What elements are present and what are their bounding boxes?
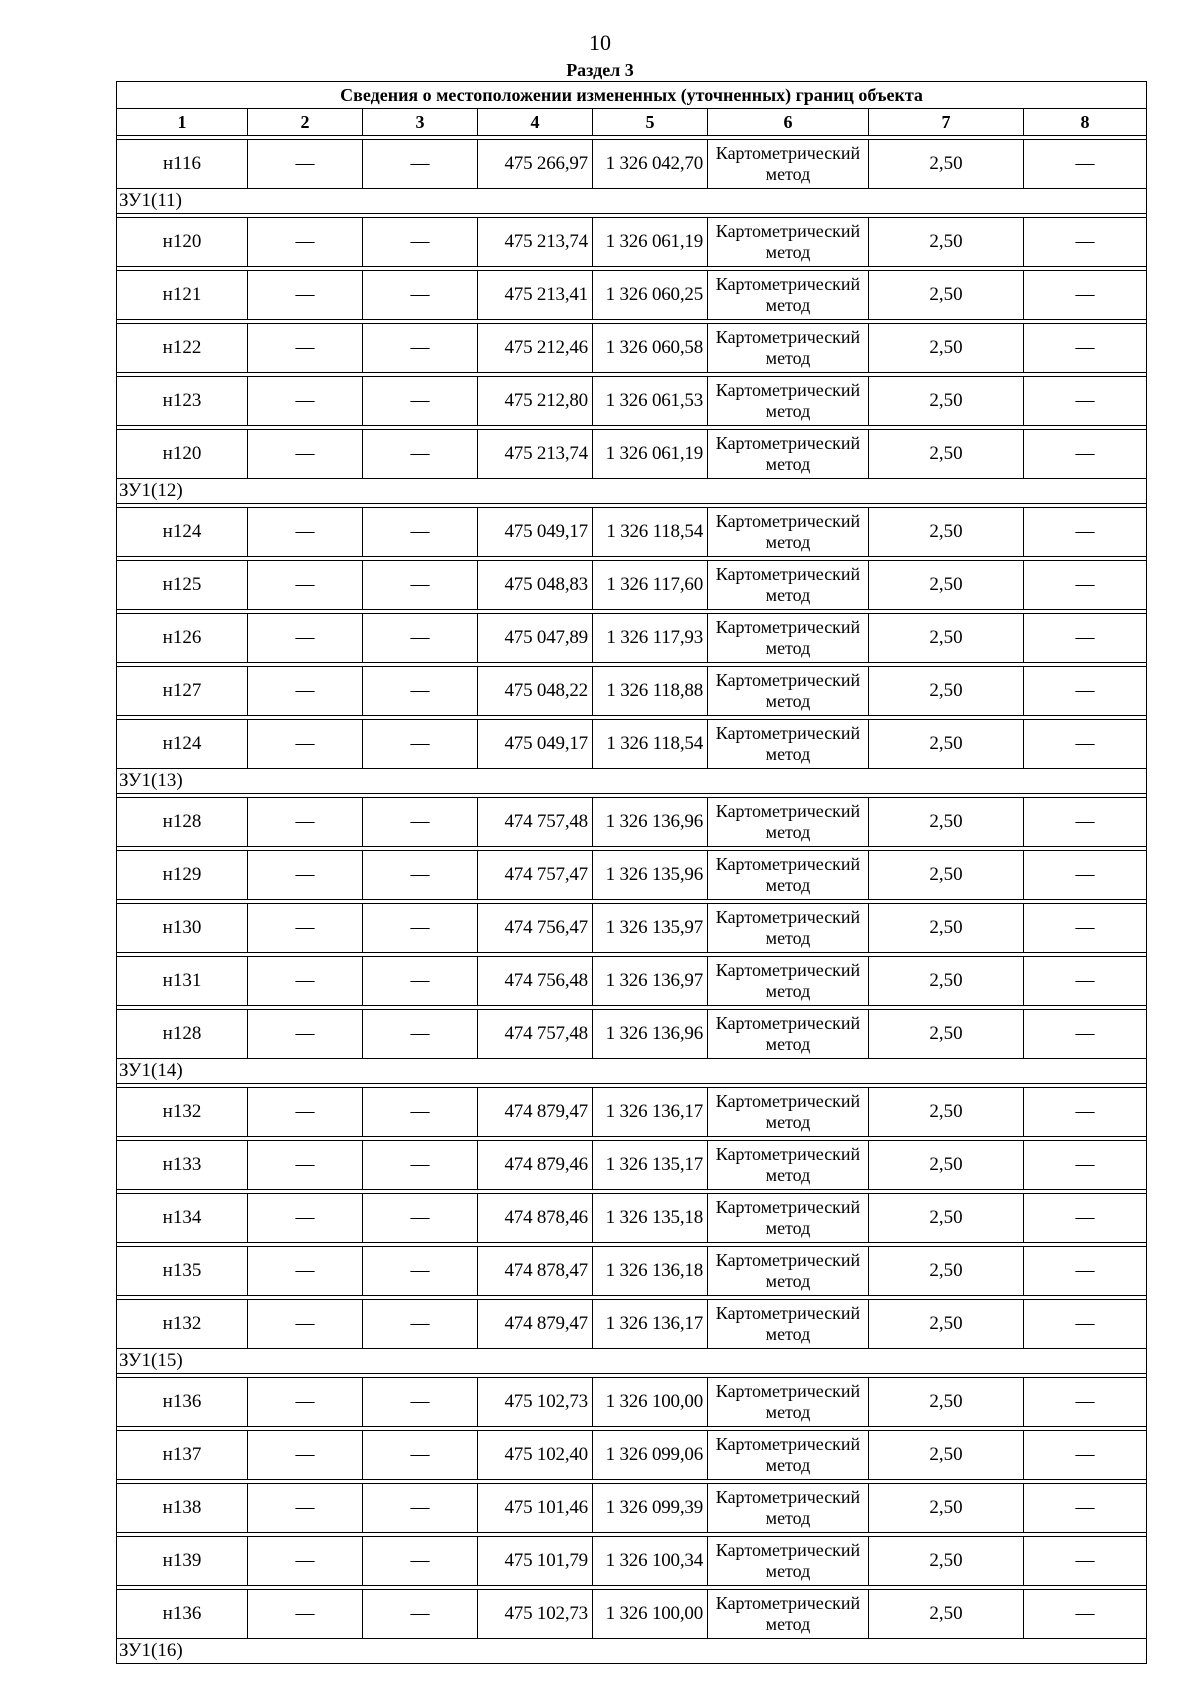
precision: 2,50 [869, 1431, 1024, 1480]
point-name: н130 [117, 904, 248, 953]
point-name: н131 [117, 957, 248, 1006]
table-title-row [117, 82, 1147, 109]
precision: 2,50 [869, 614, 1024, 663]
coord-y: 1 326 118,54 [593, 508, 708, 557]
coord-x: 474 879,47 [478, 1300, 593, 1349]
empty-dash: — [1024, 904, 1147, 953]
empty-dash: — [1024, 614, 1147, 663]
empty-dash: — [248, 1484, 363, 1533]
group-header-row [117, 1349, 1147, 1374]
method: Картометрический метод [708, 430, 869, 479]
precision: 2,50 [869, 720, 1024, 769]
table-row [117, 1010, 1147, 1059]
table-title: Сведения о местоположении измененных (уточненных) границ объекта [117, 82, 1147, 109]
coord-y: 1 326 100,00 [593, 1590, 708, 1639]
point-name: н124 [117, 508, 248, 557]
coord-y: 1 326 117,93 [593, 614, 708, 663]
table-row [117, 1537, 1147, 1586]
coord-x: 474 757,47 [478, 851, 593, 900]
table-body [117, 82, 1147, 1664]
precision: 2,50 [869, 271, 1024, 320]
empty-dash: — [363, 1300, 478, 1349]
point-name: н120 [117, 430, 248, 479]
table-row [117, 561, 1147, 610]
column-number: 1 [117, 109, 248, 136]
empty-dash: — [1024, 1247, 1147, 1296]
empty-dash: — [248, 508, 363, 557]
empty-dash: — [363, 1537, 478, 1586]
empty-dash: — [1024, 324, 1147, 373]
empty-dash: — [363, 1088, 478, 1137]
empty-dash: — [363, 324, 478, 373]
column-number: 4 [478, 109, 593, 136]
table-row [117, 1590, 1147, 1639]
empty-dash: — [1024, 1141, 1147, 1190]
precision: 2,50 [869, 1300, 1024, 1349]
coord-y: 1 326 135,17 [593, 1141, 708, 1190]
empty-dash: — [363, 904, 478, 953]
empty-dash: — [248, 1010, 363, 1059]
precision: 2,50 [869, 1141, 1024, 1190]
precision: 2,50 [869, 1590, 1024, 1639]
table-row [117, 904, 1147, 953]
coord-y: 1 326 136,96 [593, 798, 708, 847]
precision: 2,50 [869, 1010, 1024, 1059]
coord-x: 475 266,97 [478, 140, 593, 189]
coord-y: 1 326 135,97 [593, 904, 708, 953]
empty-dash: — [363, 1247, 478, 1296]
empty-dash: — [363, 1141, 478, 1190]
group-header-row [117, 189, 1147, 214]
empty-dash: — [1024, 1088, 1147, 1137]
empty-dash: — [1024, 1378, 1147, 1427]
precision: 2,50 [869, 140, 1024, 189]
method: Картометрический метод [708, 218, 869, 267]
table-row [117, 1194, 1147, 1243]
point-name: н116 [117, 140, 248, 189]
coord-x: 474 756,48 [478, 957, 593, 1006]
coord-y: 1 326 042,70 [593, 140, 708, 189]
method: Картометрический метод [708, 904, 869, 953]
coord-y: 1 326 136,18 [593, 1247, 708, 1296]
point-name: н126 [117, 614, 248, 663]
empty-dash: — [363, 1484, 478, 1533]
table-row [117, 851, 1147, 900]
point-name: н121 [117, 271, 248, 320]
group-header-row [117, 479, 1147, 504]
empty-dash: — [248, 377, 363, 426]
empty-dash: — [248, 1141, 363, 1190]
empty-dash: — [248, 1431, 363, 1480]
method: Картометрический метод [708, 1010, 869, 1059]
coord-y: 1 326 118,54 [593, 720, 708, 769]
table-row [117, 430, 1147, 479]
empty-dash: — [363, 851, 478, 900]
point-name: н138 [117, 1484, 248, 1533]
coord-y: 1 326 136,17 [593, 1300, 708, 1349]
coord-x: 475 102,73 [478, 1378, 593, 1427]
point-name: н132 [117, 1088, 248, 1137]
table-row [117, 1378, 1147, 1427]
column-number: 8 [1024, 109, 1147, 136]
empty-dash: — [1024, 667, 1147, 716]
point-name: н132 [117, 1300, 248, 1349]
method: Картометрический метод [708, 614, 869, 663]
empty-dash: — [1024, 218, 1147, 267]
coord-y: 1 326 135,18 [593, 1194, 708, 1243]
coord-y: 1 326 100,00 [593, 1378, 708, 1427]
empty-dash: — [248, 851, 363, 900]
point-name: н139 [117, 1537, 248, 1586]
method: Картометрический метод [708, 271, 869, 320]
coord-x: 475 101,46 [478, 1484, 593, 1533]
table-row [117, 1247, 1147, 1296]
method: Картометрический метод [708, 377, 869, 426]
group-label: ЗУ1(15) [117, 1349, 1147, 1374]
method: Картометрический метод [708, 1484, 869, 1533]
empty-dash: — [363, 720, 478, 769]
coord-x: 475 213,41 [478, 271, 593, 320]
page-number: 10 [589, 30, 611, 55]
empty-dash: — [248, 720, 363, 769]
table-row [117, 508, 1147, 557]
table-row [117, 798, 1147, 847]
coord-y: 1 326 060,25 [593, 271, 708, 320]
method: Картометрический метод [708, 851, 869, 900]
empty-dash: — [248, 140, 363, 189]
coord-y: 1 326 136,96 [593, 1010, 708, 1059]
coord-x: 474 757,48 [478, 798, 593, 847]
table-row [117, 1431, 1147, 1480]
coord-y: 1 326 136,17 [593, 1088, 708, 1137]
empty-dash: — [363, 1378, 478, 1427]
empty-dash: — [248, 667, 363, 716]
empty-dash: — [363, 1010, 478, 1059]
coord-x: 475 049,17 [478, 720, 593, 769]
point-name: н135 [117, 1247, 248, 1296]
empty-dash: — [1024, 508, 1147, 557]
table-row [117, 667, 1147, 716]
coord-x: 475 213,74 [478, 218, 593, 267]
empty-dash: — [1024, 377, 1147, 426]
precision: 2,50 [869, 1378, 1024, 1427]
empty-dash: — [363, 798, 478, 847]
empty-dash: — [248, 1247, 363, 1296]
point-name: н120 [117, 218, 248, 267]
method: Картометрический метод [708, 140, 869, 189]
empty-dash: — [1024, 1300, 1147, 1349]
column-number: 3 [363, 109, 478, 136]
empty-dash: — [363, 140, 478, 189]
point-name: н123 [117, 377, 248, 426]
empty-dash: — [248, 561, 363, 610]
empty-dash: — [1024, 851, 1147, 900]
precision: 2,50 [869, 561, 1024, 610]
precision: 2,50 [869, 508, 1024, 557]
method: Картометрический метод [708, 1300, 869, 1349]
group-header-row [117, 1059, 1147, 1084]
table-row [117, 218, 1147, 267]
column-number: 7 [869, 109, 1024, 136]
point-name: н137 [117, 1431, 248, 1480]
precision: 2,50 [869, 1194, 1024, 1243]
method: Картометрический метод [708, 957, 869, 1006]
empty-dash: — [1024, 957, 1147, 1006]
point-name: н127 [117, 667, 248, 716]
empty-dash: — [363, 271, 478, 320]
empty-dash: — [248, 1537, 363, 1586]
empty-dash: — [1024, 798, 1147, 847]
empty-dash: — [1024, 140, 1147, 189]
method: Картометрический метод [708, 1431, 869, 1480]
coord-y: 1 326 061,19 [593, 218, 708, 267]
precision: 2,50 [869, 667, 1024, 716]
group-label: ЗУ1(12) [117, 479, 1147, 504]
table-row [117, 1088, 1147, 1137]
table-row [117, 271, 1147, 320]
method: Картометрический метод [708, 798, 869, 847]
column-number: 5 [593, 109, 708, 136]
empty-dash: — [1024, 1431, 1147, 1480]
coord-y: 1 326 060,58 [593, 324, 708, 373]
point-name: н124 [117, 720, 248, 769]
point-name: н136 [117, 1378, 248, 1427]
coord-y: 1 326 099,06 [593, 1431, 708, 1480]
method: Картометрический метод [708, 508, 869, 557]
empty-dash: — [1024, 561, 1147, 610]
group-header-row [117, 769, 1147, 794]
point-name: н133 [117, 1141, 248, 1190]
table-row [117, 140, 1147, 189]
coord-x: 475 102,73 [478, 1590, 593, 1639]
precision: 2,50 [869, 798, 1024, 847]
section-title: Раздел 3 [566, 60, 634, 80]
empty-dash: — [363, 1194, 478, 1243]
empty-dash: — [1024, 271, 1147, 320]
method: Картометрический метод [708, 1590, 869, 1639]
method: Картометрический метод [708, 1141, 869, 1190]
empty-dash: — [363, 561, 478, 610]
column-numbers-row [117, 109, 1147, 136]
empty-dash: — [363, 614, 478, 663]
group-header-row [117, 1639, 1147, 1664]
empty-dash: — [248, 430, 363, 479]
precision: 2,50 [869, 957, 1024, 1006]
empty-dash: — [1024, 1010, 1147, 1059]
point-name: н122 [117, 324, 248, 373]
coord-x: 474 757,48 [478, 1010, 593, 1059]
empty-dash: — [1024, 720, 1147, 769]
coord-x: 475 212,46 [478, 324, 593, 373]
coord-y: 1 326 117,60 [593, 561, 708, 610]
coord-x: 474 879,46 [478, 1141, 593, 1190]
empty-dash: — [1024, 430, 1147, 479]
empty-dash: — [248, 1378, 363, 1427]
coordinates-table [116, 81, 1147, 1664]
table-row [117, 1300, 1147, 1349]
precision: 2,50 [869, 1088, 1024, 1137]
column-number: 6 [708, 109, 869, 136]
group-label: ЗУ1(14) [117, 1059, 1147, 1084]
coord-x: 474 878,46 [478, 1194, 593, 1243]
coord-y: 1 326 099,39 [593, 1484, 708, 1533]
coord-y: 1 326 100,34 [593, 1537, 708, 1586]
empty-dash: — [1024, 1194, 1147, 1243]
empty-dash: — [248, 798, 363, 847]
empty-dash: — [248, 1194, 363, 1243]
point-name: н129 [117, 851, 248, 900]
coord-x: 474 879,47 [478, 1088, 593, 1137]
coord-x: 475 047,89 [478, 614, 593, 663]
group-label: ЗУ1(16) [117, 1639, 1147, 1664]
coord-x: 474 878,47 [478, 1247, 593, 1296]
empty-dash: — [248, 614, 363, 663]
method: Картометрический метод [708, 1194, 869, 1243]
empty-dash: — [248, 1300, 363, 1349]
table-row [117, 614, 1147, 663]
coord-x: 475 048,22 [478, 667, 593, 716]
empty-dash: — [248, 271, 363, 320]
precision: 2,50 [869, 218, 1024, 267]
precision: 2,50 [869, 1247, 1024, 1296]
empty-dash: — [363, 1590, 478, 1639]
precision: 2,50 [869, 430, 1024, 479]
empty-dash: — [248, 324, 363, 373]
coord-y: 1 326 061,19 [593, 430, 708, 479]
method: Картометрический метод [708, 1088, 869, 1137]
coord-x: 475 101,79 [478, 1537, 593, 1586]
coord-x: 475 048,83 [478, 561, 593, 610]
empty-dash: — [363, 430, 478, 479]
coord-x: 475 212,80 [478, 377, 593, 426]
coord-y: 1 326 061,53 [593, 377, 708, 426]
coord-x: 475 049,17 [478, 508, 593, 557]
empty-dash: — [363, 377, 478, 426]
point-name: н136 [117, 1590, 248, 1639]
empty-dash: — [1024, 1484, 1147, 1533]
coord-x: 475 213,74 [478, 430, 593, 479]
table-row [117, 720, 1147, 769]
method: Картометрический метод [708, 667, 869, 716]
empty-dash: — [363, 957, 478, 1006]
method: Картометрический метод [708, 1537, 869, 1586]
coord-y: 1 326 136,97 [593, 957, 708, 1006]
precision: 2,50 [869, 904, 1024, 953]
precision: 2,50 [869, 1484, 1024, 1533]
empty-dash: — [363, 218, 478, 267]
table-row [117, 1141, 1147, 1190]
coord-x: 474 756,47 [478, 904, 593, 953]
method: Картометрический метод [708, 720, 869, 769]
empty-dash: — [248, 218, 363, 267]
table-row [117, 957, 1147, 1006]
empty-dash: — [363, 1431, 478, 1480]
precision: 2,50 [869, 377, 1024, 426]
method: Картометрический метод [708, 1247, 869, 1296]
table-row [117, 377, 1147, 426]
precision: 2,50 [869, 851, 1024, 900]
group-label: ЗУ1(11) [117, 189, 1147, 214]
empty-dash: — [1024, 1590, 1147, 1639]
precision: 2,50 [869, 1537, 1024, 1586]
empty-dash: — [248, 1088, 363, 1137]
method: Картометрический метод [708, 1378, 869, 1427]
group-label: ЗУ1(13) [117, 769, 1147, 794]
empty-dash: — [1024, 1537, 1147, 1586]
precision: 2,50 [869, 324, 1024, 373]
table-row [117, 324, 1147, 373]
empty-dash: — [363, 508, 478, 557]
coord-y: 1 326 135,96 [593, 851, 708, 900]
empty-dash: — [248, 957, 363, 1006]
table-row [117, 1484, 1147, 1533]
coord-y: 1 326 118,88 [593, 667, 708, 716]
empty-dash: — [248, 1590, 363, 1639]
point-name: н128 [117, 798, 248, 847]
empty-dash: — [363, 667, 478, 716]
point-name: н128 [117, 1010, 248, 1059]
column-number: 2 [248, 109, 363, 136]
point-name: н125 [117, 561, 248, 610]
method: Картометрический метод [708, 324, 869, 373]
empty-dash: — [248, 904, 363, 953]
method: Картометрический метод [708, 561, 869, 610]
coord-x: 475 102,40 [478, 1431, 593, 1480]
point-name: н134 [117, 1194, 248, 1243]
